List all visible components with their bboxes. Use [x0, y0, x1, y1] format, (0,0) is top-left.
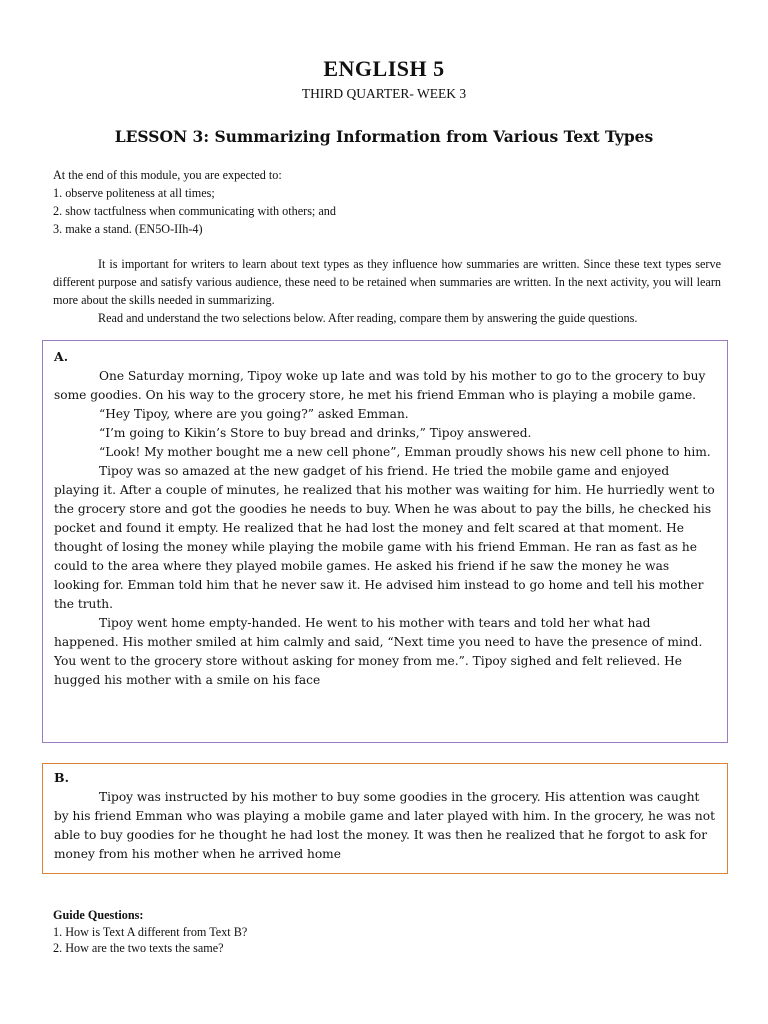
- text-a-paragraph: Tipoy was so amazed at the new gadget of his friend. He tried the mobile game and enjoyed playing it. After a couple of minutes, he realized that his mother was waiting for him. He hurriedly went to the grocery store and got the goodies he needs to buy. When he was about to pay the bills, he checked his pocket and found it empty. He realized that he had lost the money and felt scared at that moment. He thought of losing the money while playing the mobile game with his friend Emman. He ran as fast as he could to the area where they played mobile games. He asked his friend if he saw the money he was looking for. Emman told him that he never saw it. He advised him instead to go home and tell his mother the truth.: [54, 464, 715, 611]
- text-b-label: B.: [54, 770, 69, 785]
- guide-question: 2. How are the two texts the same?: [53, 941, 224, 955]
- page-title: ENGLISH 5: [323, 56, 445, 81]
- objectives-intro: At the end of this module, you are expected to:: [53, 168, 282, 182]
- text-a-paragraph: Tipoy went home empty-handed. He went to his mother with tears and told her what had happened. His mother smiled at him calmly and said, “Next time you need to have the presence of mind. You went to the grocery store without asking for money from me.”. Tipoy sighed and felt relieved. He hugged his mother with a smile on his face: [54, 616, 703, 687]
- objective-item: 2. show tactfulness when communicating with others; and: [53, 204, 336, 218]
- intro-section: [53, 255, 721, 327]
- page-subtitle: THIRD QUARTER- WEEK 3: [301, 86, 467, 101]
- text-b-paragraph: Tipoy was instructed by his mother to buy some goodies in the grocery. His attention was caught by his friend Emman who was playing a mobile game and later played with him. In the grocery, he was not able to buy goodies for he thought he had lost the money. It was then he realized that he forgot to ask for money from his mother when he arrived home: [54, 790, 715, 861]
- objective-item: 3. make a stand. (EN5O-IIh-4): [53, 222, 203, 236]
- text-a-box: [42, 340, 728, 743]
- guide-questions-title: Guide Questions:: [53, 908, 144, 922]
- objective-item: 1. observe politeness at all times;: [53, 186, 215, 200]
- objectives-section: [53, 166, 733, 238]
- text-a-paragraph: “I’m going to Kikin’s Store to buy bread and drinks,” Tipoy answered.: [99, 426, 532, 440]
- text-a-label: A.: [54, 349, 69, 364]
- guide-questions-section: [53, 907, 733, 957]
- lesson-title: LESSON 3: Summarizing Information from Various Text Types: [114, 127, 654, 146]
- text-b-box: [42, 763, 728, 874]
- guide-question: 1. How is Text A different from Text B?: [53, 924, 248, 939]
- text-a-paragraph: “Look! My mother bought me a new cell phone”, Emman proudly shows his new cell phone to him.: [99, 445, 711, 459]
- text-a-paragraph: “Hey Tipoy, where are you going?” asked Emman.: [99, 407, 409, 421]
- text-a-paragraph: One Saturday morning, Tipoy woke up late and was told by his mother to go to the grocery to buy some goodies. On his way to the grocery store, he met his friend Emman who is playing a mobile game.: [54, 369, 706, 402]
- intro-paragraph: Read and understand the two selections below. After reading, compare them by answering the guide questions.: [98, 311, 638, 325]
- intro-paragraph: It is important for writers to learn about text types as they influence how summaries are written. Since these text types serve different purpose and satisfy various audience, these need to be retained when summaries are written. In the next activity, you will learn more about the skills needed in summarizing.: [53, 257, 721, 307]
